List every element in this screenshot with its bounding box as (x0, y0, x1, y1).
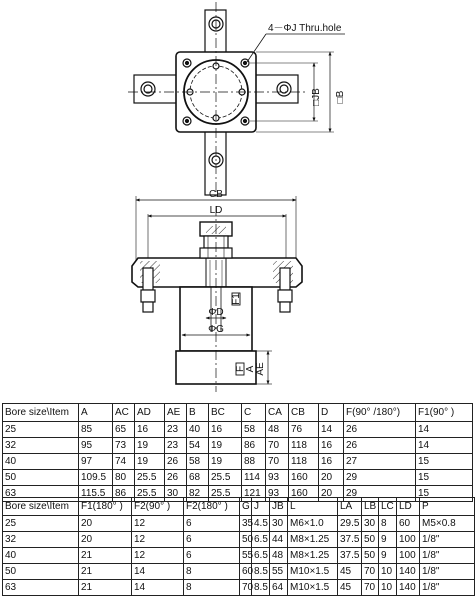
table-header-cell: LA (338, 498, 362, 516)
table-cell: 44 (270, 532, 288, 548)
table-cell: 16 (319, 438, 344, 454)
table-cell: 19 (209, 438, 242, 454)
table-cell: 93 (266, 470, 289, 486)
table-header-cell: J (252, 498, 270, 516)
table-cell: 26 (344, 438, 416, 454)
table-header-cell: B (187, 404, 209, 422)
table-cell: 97 (79, 454, 113, 470)
table-cell: 80 (113, 470, 135, 486)
front-view (132, 196, 302, 392)
table-cell: 40 (3, 548, 79, 564)
table-cell: 100 (397, 532, 420, 548)
table-header-cell: Bore size\Item (3, 404, 79, 422)
table-cell: 19 (135, 438, 165, 454)
table-cell: 40 (3, 454, 79, 470)
table-cell: 60 (240, 564, 252, 580)
table-cell: 160 (289, 486, 319, 502)
table-cell: 35 (240, 516, 252, 532)
table-cell: 1/8" (420, 532, 475, 548)
table-cell: 4.5 (252, 516, 270, 532)
table-cell: 88 (242, 454, 266, 470)
table-cell: 48 (266, 422, 289, 438)
table-cell: 6 (184, 548, 240, 564)
table-cell: 15 (416, 470, 473, 486)
table-cell: 14 (416, 422, 473, 438)
table-cell: 26 (165, 454, 187, 470)
table-cell: 50 (3, 564, 79, 580)
table-cell: 50 (362, 532, 379, 548)
table-cell: 19 (209, 454, 242, 470)
dim-f1-label: F1 (231, 293, 242, 305)
table-cell: 9 (379, 532, 397, 548)
table-cell: 30 (270, 516, 288, 532)
table-header-cell: LC (379, 498, 397, 516)
table-cell: 21 (79, 564, 132, 580)
dim-d-label: ΦD (208, 307, 224, 318)
table-row (3, 532, 475, 548)
table-cell: 54 (187, 438, 209, 454)
table-cell: 70 (266, 438, 289, 454)
table-cell: 55 (240, 548, 252, 564)
table-cell: 26 (344, 422, 416, 438)
table-header-cell: D (319, 404, 344, 422)
table-cell: 21 (79, 548, 132, 564)
table-cell: 82 (187, 486, 209, 502)
table-cell: 16 (319, 454, 344, 470)
table-cell: 23 (165, 422, 187, 438)
table-cell: 118 (289, 438, 319, 454)
table-cell: 25.5 (209, 486, 242, 502)
table-header-cell: F2(180° ) (184, 498, 240, 516)
table-cell: 29.5 (338, 516, 362, 532)
table-cell: 6.5 (252, 532, 270, 548)
table-cell: 20 (319, 486, 344, 502)
table-cell: 58 (242, 422, 266, 438)
table-cell: 6.5 (252, 548, 270, 564)
table-header-cell: F1(180° ) (79, 498, 132, 516)
table-row (3, 564, 475, 580)
table-header-cell: CB (289, 404, 319, 422)
table-cell: 86 (242, 438, 266, 454)
table-cell: 27 (344, 454, 416, 470)
table-cell: 70 (266, 454, 289, 470)
dim-b-label: □B (335, 90, 346, 104)
table-cell: 6 (184, 532, 240, 548)
table-cell: 25 (3, 422, 79, 438)
table-header-cell: AC (113, 404, 135, 422)
table-cell: 14 (132, 580, 184, 596)
table-cell: 29 (344, 486, 416, 502)
table-cell: 63 (3, 486, 79, 502)
table-row (3, 516, 475, 532)
table-cell: 9 (379, 548, 397, 564)
left-bolt (141, 268, 155, 312)
table-cell: 25.5 (209, 470, 242, 486)
table-cell: 86 (113, 486, 135, 502)
table-cell: 76 (289, 422, 319, 438)
table-header-cell: AE (165, 404, 187, 422)
table-cell: 25.5 (135, 486, 165, 502)
table-cell: 160 (289, 470, 319, 486)
table-cell: 20 (319, 470, 344, 486)
table-header-cell: BC (209, 404, 242, 422)
table-cell: 140 (397, 580, 420, 596)
thru-hole-callout: 4－ΦJ Thru.hole (268, 23, 342, 34)
table-cell: 118 (289, 454, 319, 470)
table-cell: 55 (270, 564, 288, 580)
table-header-cell: F2(90° ) (132, 498, 184, 516)
table-cell: 8.5 (252, 580, 270, 596)
table-header-cell: L (288, 498, 338, 516)
table-cell: 14 (132, 564, 184, 580)
table-header-cell: CA (266, 404, 289, 422)
table-row (3, 548, 475, 564)
table-cell: 64 (270, 580, 288, 596)
table-cell: 45 (338, 580, 362, 596)
table-cell: 95 (79, 438, 113, 454)
table-cell: 73 (113, 438, 135, 454)
table-cell: 70 (362, 580, 379, 596)
table-cell: 14 (319, 422, 344, 438)
table-header-cell: C (242, 404, 266, 422)
table-row (3, 470, 473, 486)
table-cell: 16 (209, 422, 242, 438)
table-cell: 60 (397, 516, 420, 532)
table-cell: 50 (362, 548, 379, 564)
table-row (3, 422, 473, 438)
table-cell: 15 (416, 454, 473, 470)
table-cell: 37.5 (338, 532, 362, 548)
table-cell: 10 (379, 580, 397, 596)
table-cell: 70 (240, 580, 252, 596)
table-cell: 93 (266, 486, 289, 502)
table-cell: 68 (187, 470, 209, 486)
table-cell: 25.5 (135, 470, 165, 486)
table-cell: 8.5 (252, 564, 270, 580)
table-cell: 100 (397, 548, 420, 564)
table-cell: 40 (187, 422, 209, 438)
right-bolt (278, 268, 292, 312)
table-row (3, 454, 473, 470)
table-cell: M5×0.8 (420, 516, 475, 532)
table-cell: 30 (362, 516, 379, 532)
dim-a-label: A (245, 365, 256, 373)
table-cell: 23 (165, 438, 187, 454)
table-cell: 32 (3, 438, 79, 454)
table-cell: 8 (379, 516, 397, 532)
table-header-row (3, 498, 475, 516)
table-cell: 29 (344, 470, 416, 486)
table-cell: 30 (165, 486, 187, 502)
table-cell: 121 (242, 486, 266, 502)
table-cell: M8×1.25 (288, 548, 338, 564)
table-cell: 1/8" (420, 580, 475, 596)
dimension-table-2 (2, 497, 475, 596)
table-header-cell: LD (397, 498, 420, 516)
table-cell: M10×1.5 (288, 580, 338, 596)
table-cell: M6×1.0 (288, 516, 338, 532)
table-cell: 25 (3, 516, 79, 532)
table-header-cell: Bore size\Item (3, 498, 79, 516)
table-cell: 12 (132, 548, 184, 564)
table-cell: 16 (135, 422, 165, 438)
table-cell: 10 (379, 564, 397, 580)
table-cell: 32 (3, 532, 79, 548)
table-cell: 140 (397, 564, 420, 580)
table-cell: 65 (113, 422, 135, 438)
table-cell: 12 (132, 532, 184, 548)
table-header-cell: F(90° /180°) (344, 404, 416, 422)
table-row (3, 580, 475, 596)
table-header-cell: LB (362, 498, 379, 516)
dim-ld-label: LD (209, 205, 223, 216)
table-cell: 109.5 (79, 470, 113, 486)
table-cell: 21 (79, 580, 132, 596)
table-cell: 6 (184, 516, 240, 532)
table-header-cell: G (240, 498, 252, 516)
table-cell: 37.5 (338, 548, 362, 564)
table-cell: M10×1.5 (288, 564, 338, 580)
table-cell: 19 (135, 454, 165, 470)
table-cell: 50 (3, 470, 79, 486)
dim-g-label: ΦG (208, 324, 224, 335)
table-cell: 12 (132, 516, 184, 532)
table-cell: 50 (240, 532, 252, 548)
dim-cb-label: CB (209, 189, 223, 200)
table-cell: 63 (3, 580, 79, 596)
table-cell: 26 (165, 470, 187, 486)
table-cell: 15 (416, 486, 473, 502)
table-cell: 20 (79, 516, 132, 532)
table-header-cell: A (79, 404, 113, 422)
table-cell: 8 (184, 564, 240, 580)
table-cell: 58 (187, 454, 209, 470)
table-cell: 74 (113, 454, 135, 470)
table-header-cell: F1(90° ) (416, 404, 473, 422)
table-cell: 70 (362, 564, 379, 580)
dimension-table-1 (2, 403, 473, 502)
table-cell: 45 (338, 564, 362, 580)
table-cell: 8 (184, 580, 240, 596)
dim-f-label: F (235, 365, 246, 373)
table-cell: 1/8" (420, 564, 475, 580)
table-header-cell: JB (270, 498, 288, 516)
table-cell: 20 (79, 532, 132, 548)
dim-ae-label: AE (255, 362, 266, 376)
table-row (3, 438, 473, 454)
table-cell: 1/8" (420, 548, 475, 564)
table-cell: 14 (416, 438, 473, 454)
table-header-cell: AD (135, 404, 165, 422)
table-header-row (3, 404, 473, 422)
table-cell: 114 (242, 470, 266, 486)
table-cell: M8×1.25 (288, 532, 338, 548)
table-cell: 85 (79, 422, 113, 438)
table-cell: 48 (270, 548, 288, 564)
table-header-cell: P (420, 498, 475, 516)
dim-jb-label: □JB (311, 88, 322, 106)
table-cell: 115.5 (79, 486, 113, 502)
